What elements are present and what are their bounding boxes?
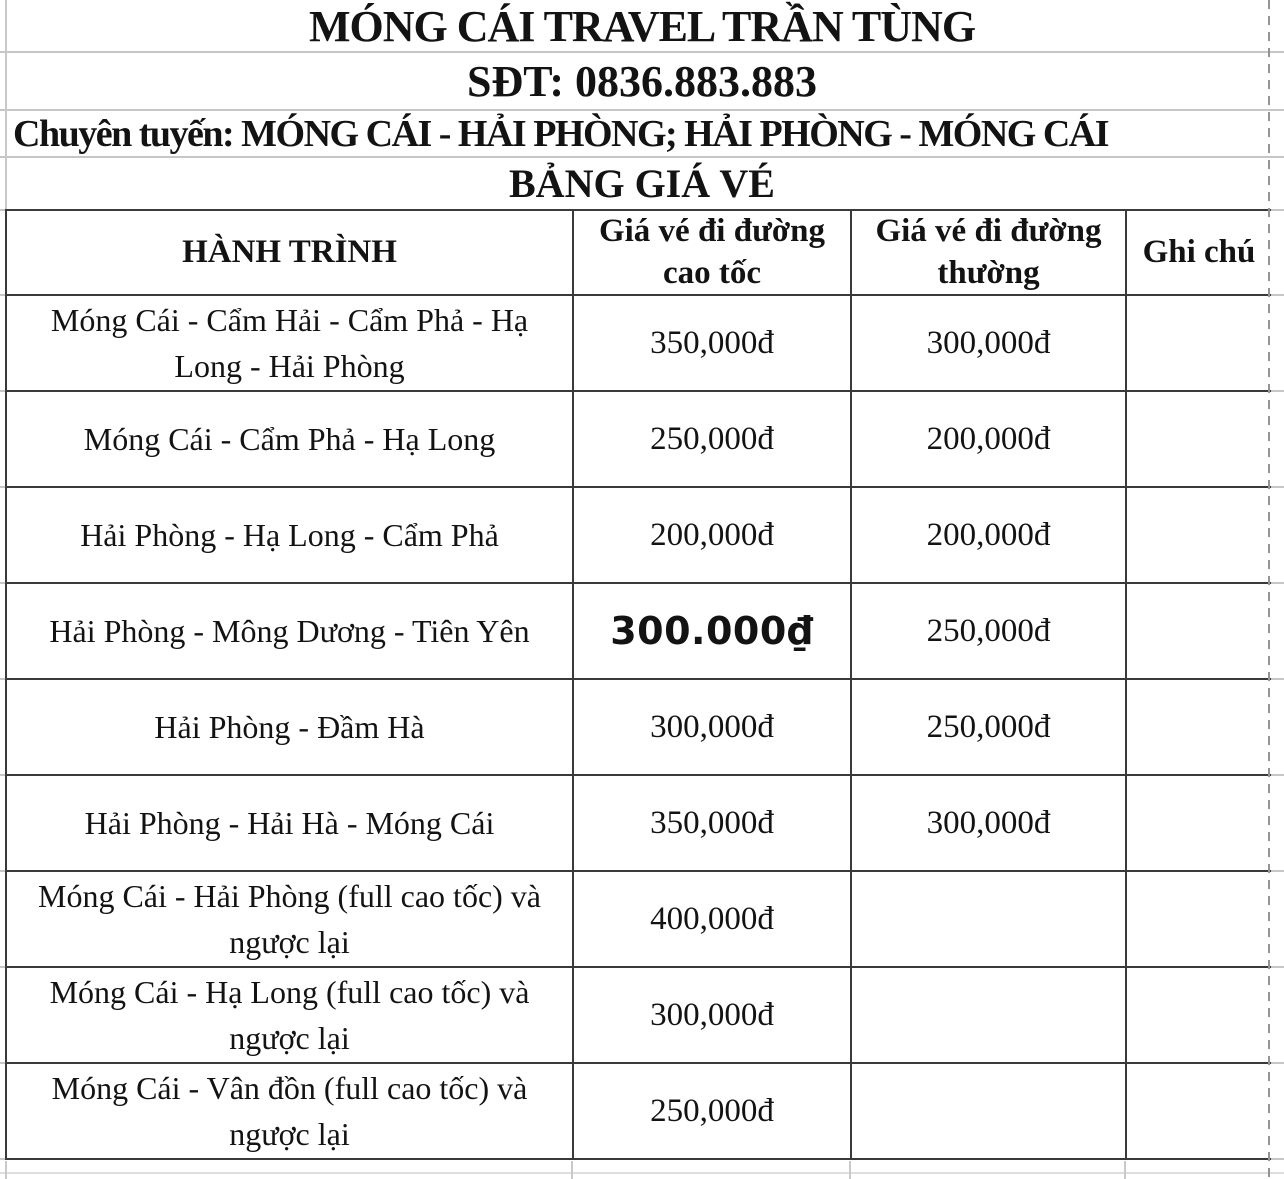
- normal-price-cell: 300,000đ: [851, 295, 1126, 391]
- normal-price-cell: 300,000đ: [851, 775, 1126, 871]
- notes-cell: [1126, 391, 1271, 487]
- grid-line: [0, 1172, 1284, 1174]
- route-cell: Móng Cái - Vân đồn (full cao tốc) và ngược lại: [6, 1063, 573, 1159]
- notes-cell: [1126, 1063, 1271, 1159]
- highway-price-cell: 300.000₫: [573, 583, 851, 679]
- highway-price-cell: 250,000đ: [573, 391, 851, 487]
- highway-price-cell: 350,000đ: [573, 295, 851, 391]
- route-cell: Móng Cái - Hạ Long (full cao tốc) và ngược lại: [6, 967, 573, 1063]
- column-header-notes: Ghi chú: [1126, 210, 1271, 295]
- column-header-highway-price: Giá vé đi đường cao tốc: [573, 210, 851, 295]
- normal-price-cell: 250,000đ: [851, 583, 1126, 679]
- price-table: [5, 209, 1271, 1160]
- table-row: [6, 871, 1271, 967]
- notes-cell: [1126, 295, 1271, 391]
- normal-price-cell: 200,000đ: [851, 487, 1126, 583]
- normal-price-cell: [851, 1063, 1126, 1159]
- table-row: [6, 1063, 1271, 1159]
- notes-cell: [1126, 679, 1271, 775]
- route-cell: Hải Phòng - Hải Hà - Móng Cái: [6, 775, 573, 871]
- table-row: [6, 679, 1271, 775]
- route-cell: Hải Phòng - Mông Dương - Tiên Yên: [6, 583, 573, 679]
- highway-price-cell: 250,000đ: [573, 1063, 851, 1159]
- table-row: [6, 295, 1271, 391]
- highway-price-cell: 350,000đ: [573, 775, 851, 871]
- table-row: [6, 775, 1271, 871]
- phone-line: SĐT: 0836.883.883: [467, 56, 817, 106]
- grid-line: [571, 1161, 573, 1179]
- highway-price-cell: 400,000đ: [573, 871, 851, 967]
- route-cell: Móng Cái - Cẩm Phả - Hạ Long: [6, 391, 573, 487]
- notes-cell: [1126, 487, 1271, 583]
- table-row: [6, 583, 1271, 679]
- grid-line: [5, 1161, 7, 1179]
- normal-price-cell: [851, 967, 1126, 1063]
- grid-line: [1124, 1161, 1126, 1179]
- notes-cell: [1126, 775, 1271, 871]
- route-cell: Hải Phòng - Hạ Long - Cẩm Phả: [6, 487, 573, 583]
- notes-cell: [1126, 871, 1271, 967]
- route-cell: Móng Cái - Hải Phòng (full cao tốc) và ngược lại: [6, 871, 573, 967]
- route-cell: Móng Cái - Cẩm Hải - Cẩm Phả - Hạ Long - Hải Phòng: [6, 295, 573, 391]
- normal-price-cell: [851, 871, 1126, 967]
- grid-line: [849, 1161, 851, 1179]
- route-cell: Hải Phòng - Đầm Hà: [6, 679, 573, 775]
- price-list-title: BẢNG GIÁ VÉ: [509, 161, 775, 206]
- highway-price-cell: 200,000đ: [573, 487, 851, 583]
- column-header-route: HÀNH TRÌNH: [6, 210, 573, 295]
- table-row: [6, 487, 1271, 583]
- highway-price-cell: 300,000đ: [573, 967, 851, 1063]
- page-title: MÓNG CÁI TRAVEL TRẦN TÙNG: [308, 1, 976, 51]
- table-row: [6, 391, 1271, 487]
- column-header-normal-price: Giá vé đi đường thường: [851, 210, 1126, 295]
- highway-price-cell: 300,000đ: [573, 679, 851, 775]
- notes-cell: [1126, 583, 1271, 679]
- normal-price-cell: 200,000đ: [851, 391, 1126, 487]
- normal-price-cell: 250,000đ: [851, 679, 1126, 775]
- page-break-line: [1268, 0, 1270, 1179]
- table-row: [6, 967, 1271, 1063]
- route-summary-line: Chuyên tuyến: MÓNG CÁI - HẢI PHÒNG; HẢI PHÒNG - MÓNG CÁI: [13, 112, 1109, 155]
- notes-cell: [1126, 967, 1271, 1063]
- table-header-row: [6, 210, 1271, 295]
